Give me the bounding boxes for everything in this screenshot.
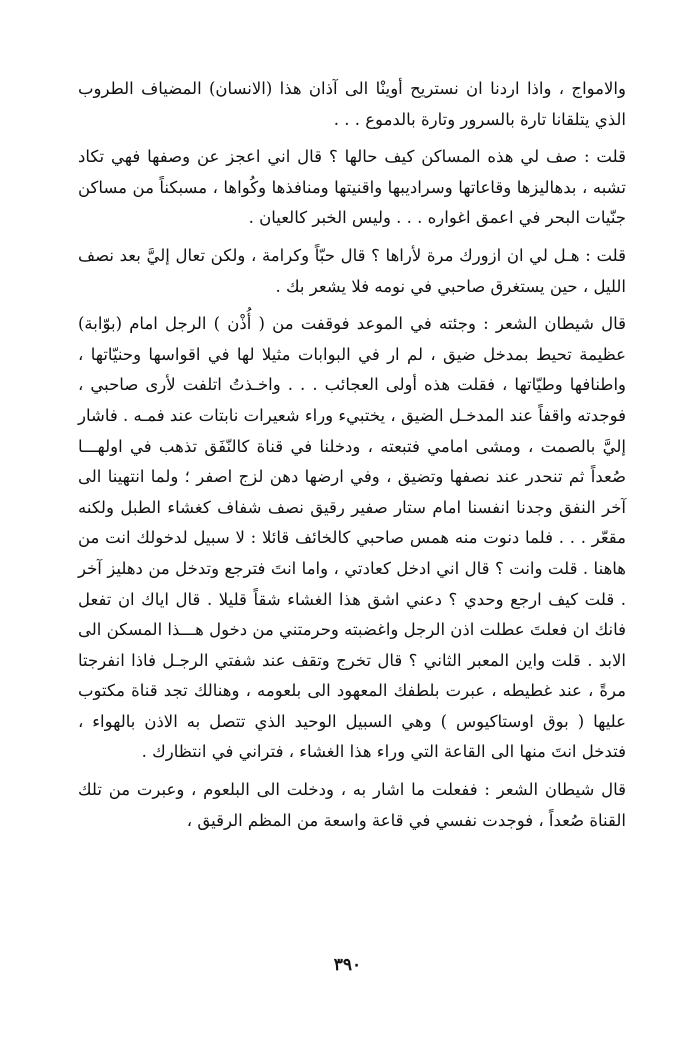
paragraph-gap — [78, 135, 626, 142]
page-body — [78, 74, 626, 836]
paragraph-4: قال شيطان الشعر : وجئته في الموعد فوقفت من ( أُذْن ) الرجل امام (بوّابة) عظيمة تحيط بمدخل ضيق ، لم ار في البوابات مثيلا لها في اقواسها وحنيّاتها ، واطنافها وطيّاتها ، فقلت هذه أولى العجائب . . . واخـذتُ اتلفت لأرى صاحبي ، فوجدته واقفاً عند المدخـل الضيق ، يختبيء وراء شعيرات نابتات عند فمـه . فاشار إليَّ بالصمت ، ومشى امامي فتبعته ، ودخلنا في قناة كالنّفَق تذهب في اولهـــا صُعداً ثم تنحدر عند نصفها وتضيق ، وفي ارضها دهن لزج اصفر ؛ ولما انتهينا الى آخر النفق وجدنا انفسنا امام ستار صفير رقيق نصف شفاف كغشاء الطبل ولكنه مقعّر . . . فلما دنوت منه همس صاحبي كالخائف قائلا : لا سبيل لدخولك انت من هاهنا . قلت وانت ؟ قال اني ادخل كعادتي ، واما انتَ فترجع وتدخل من دهليز آخر . قلت كيف ارجع وحدي ؟ دعني اشق هذا الغشاء شقاً قليلا . قال اياك ان تفعل فانك ان فعلتَ عطلت اذن الرجل واغضبته وحرمتني من دخول هـــذا المسكن الى الابد . قلت واين المعبر الثاني ؟ قال تخرج وتقف عند شفتي الرجـل فاذا انفرجتا مرةً ، عند غطيطه ، عبرت بلطفك المعهود الى بلعومه ، وهنالك تجد قناة مكتوب عليها ( بوق اوستاكيوس ) وهي السبيل الوحيد الذي تتصل به الاذن بالهواء ، فتدخل انتَ منها الى القاعة التي وراء هذا الغشاء ، فتراني في انتظارك . — [78, 314, 626, 762]
paragraph-2: قلت : صف لي هذه المساكن كيف حالها ؟ قال اني اعجز عن وصفها فهي تكاد تشبه ، بدهاليزها وقاعاتها وسراديبها واقنيتها ومنافذها وكُواها ، مسبكناً من مساكن جنّيات البحر في اعمق اغواره . . . وليس الخبر كالعيان . — [78, 147, 626, 228]
paragraph-gap — [78, 234, 626, 241]
paragraph-5: قال شيطان الشعر : ففعلت ما اشار به ، ودخلت الى البلعوم ، وعبرت من تلك القناة صُعداً ، فوجدت نفسي في قاعة واسعة من المظم الرقيق ، — [78, 780, 626, 830]
paragraph-1: والامواج ، واذا اردنا ان نستريح أوينْا الى آذان هذا (الانسان) المضياف الطروب الذي يتلقانا تارة بالسرور وتارة بالدموع . . . — [78, 79, 626, 129]
paragraph-gap — [78, 302, 626, 309]
page-number: ٣٩٠ — [333, 955, 362, 975]
paragraph-gap — [78, 768, 626, 775]
paragraph-3: قلت : هـل لي ان ازورك مرة لأراها ؟ قال حبّاً وكرامة ، ولكن تعال إليَّ بعد نصف الليل ، حين يستغرق صاحبي في نومه فلا يشعر بك . — [78, 245, 626, 296]
